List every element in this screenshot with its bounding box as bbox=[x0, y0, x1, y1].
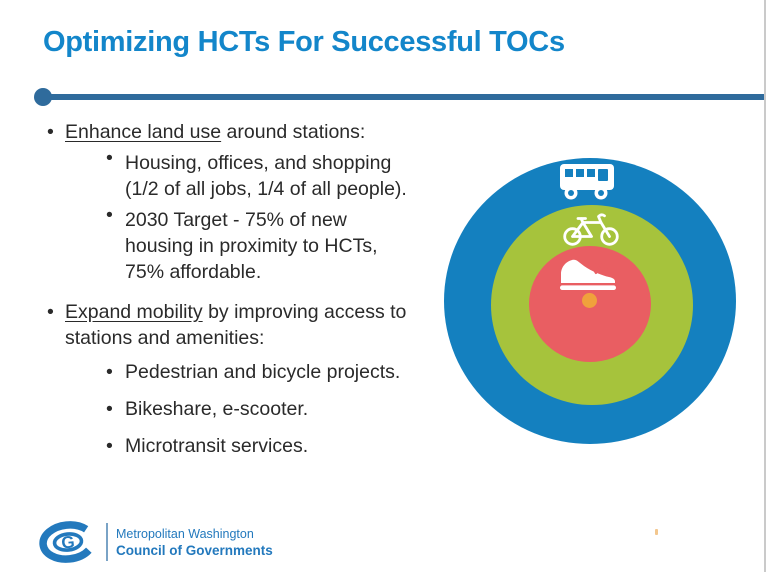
sneaker-icon bbox=[558, 252, 618, 290]
mwcog-emblem-icon bbox=[38, 520, 100, 564]
bullet-marker: • bbox=[106, 435, 113, 457]
bullet-expand-mobility bbox=[43, 299, 443, 351]
logo-monogram: G bbox=[60, 532, 76, 553]
bullet-text bbox=[65, 299, 417, 351]
mwcog-logo bbox=[38, 520, 273, 564]
station-dot bbox=[582, 293, 597, 308]
sub-bullet-microtransit bbox=[106, 433, 443, 459]
sub-bullet-group-land-use bbox=[43, 145, 443, 285]
org-name-line2: Council of Governments bbox=[116, 542, 273, 558]
sub-bullet-text: Bikeshare, e-scooter. bbox=[125, 398, 309, 420]
bullet-text bbox=[65, 119, 365, 145]
bullet-rest: by improving access to stations and amenities: bbox=[65, 301, 407, 349]
bullet-rest: around stations: bbox=[221, 121, 366, 143]
artifact-speck bbox=[655, 529, 658, 535]
bullet-marker: • bbox=[106, 147, 113, 169]
sub-bullet-pedestrian bbox=[106, 359, 443, 385]
sub-bullet-text: Microtransit services. bbox=[125, 435, 309, 457]
bus-icon bbox=[559, 162, 621, 202]
bullet-lead-underlined: Enhance land use bbox=[65, 121, 222, 143]
sub-bullet-text: Pedestrian and bicycle projects. bbox=[125, 361, 401, 383]
sub-bullet-text: Housing, offices, and shopping (1/2 of all jobs, 1/4 of all people). bbox=[125, 152, 407, 200]
slide-right-border bbox=[764, 0, 766, 572]
bullet-marker: • bbox=[106, 361, 113, 383]
sub-bullet-2030-target bbox=[106, 202, 443, 285]
bullet-list bbox=[43, 119, 443, 459]
bicycle-icon bbox=[563, 210, 619, 248]
sub-bullet-text: 2030 Target - 75% of new housing in proximity to HCTs, 75% affordable. bbox=[125, 209, 378, 283]
org-name-line1: Metropolitan Washington bbox=[116, 526, 254, 541]
bullet-marker: • bbox=[106, 398, 113, 420]
bullet-marker: • bbox=[47, 121, 54, 143]
bullet-enhance-land-use bbox=[43, 119, 443, 145]
page-title: Optimizing HCTs For Successful TOCs bbox=[43, 26, 565, 58]
sub-bullet-housing bbox=[106, 145, 443, 202]
sub-bullet-group-mobility bbox=[43, 359, 443, 459]
bullet-marker: • bbox=[47, 301, 54, 323]
logo-text bbox=[116, 526, 273, 559]
bullet-marker: • bbox=[106, 204, 113, 226]
title-rule-dot bbox=[34, 88, 52, 106]
logo-divider bbox=[106, 523, 108, 561]
sub-bullet-bikeshare bbox=[106, 396, 443, 422]
title-rule-line bbox=[46, 94, 765, 100]
bullet-lead-underlined: Expand mobility bbox=[65, 301, 203, 323]
